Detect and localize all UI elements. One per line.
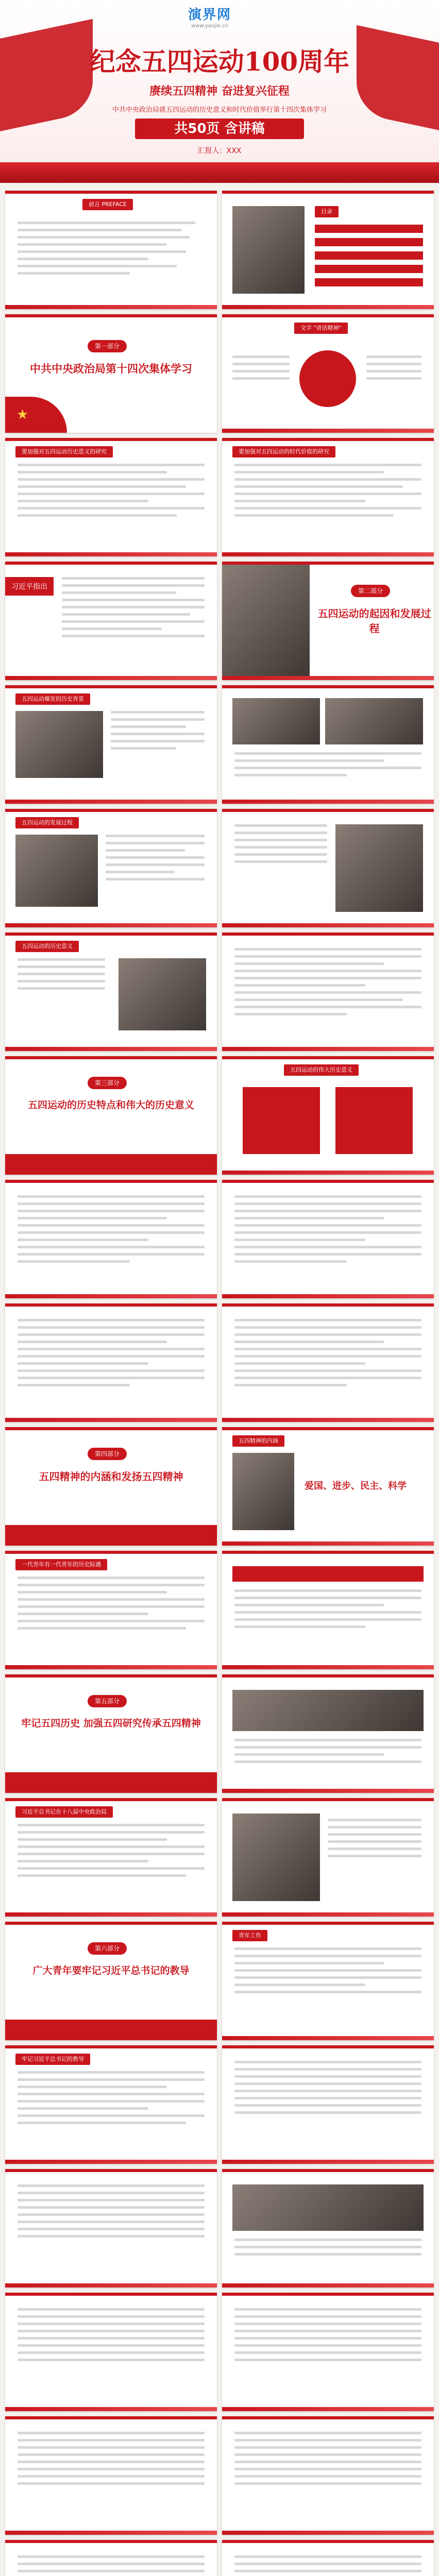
slide-content-n [5, 2540, 217, 2576]
cover-slide [0, 0, 439, 183]
part-title: 中共中央政治局第十四次集体学习 [30, 362, 192, 375]
slide-teaching [5, 2045, 217, 2164]
slide-speech [222, 314, 434, 433]
slide-xi-points [5, 562, 217, 680]
slide-content-h [5, 2169, 217, 2287]
slide-youth-work [222, 1922, 434, 2040]
part-label: 第二部分 [351, 585, 390, 597]
slide-heading: 五四运动的历史意义 [15, 941, 79, 952]
site-logo[interactable]: 演界网 www.yanjie.cn [188, 7, 232, 29]
part-label: 第一部分 [88, 340, 127, 352]
part-title: 五四精神的内涵和发扬五四精神 [39, 1470, 183, 1483]
slide-content-i [222, 2169, 434, 2287]
slide-heading: 前言 PREFACE [82, 199, 133, 210]
slide-preface [5, 191, 217, 309]
slide-politburo [5, 1798, 217, 1917]
slide-content-j [5, 2293, 217, 2411]
part-label: 第四部分 [88, 1448, 127, 1460]
slide-heading: 青年工作 [232, 1930, 267, 1941]
slide-youth-2 [222, 1551, 434, 1669]
pages-badge: 共50页 含讲稿 [135, 118, 304, 139]
great-wall-decoration [0, 162, 439, 183]
slide-significance-2 [222, 933, 434, 1051]
slide-photos [222, 685, 434, 804]
slide-heading: 牢记习近平总书记的教导 [15, 2054, 90, 2065]
part-title: 广大青年要牢记习近平总书记的教导 [32, 1965, 190, 1976]
part-title: 五四运动的历史特点和伟大的历史意义 [27, 1099, 194, 1111]
slide-research-history [5, 438, 217, 556]
slide-great-significance [222, 1056, 434, 1175]
slide-heading: 目录 [315, 206, 339, 217]
slide-part1 [5, 314, 217, 433]
slide-part4 [5, 1427, 217, 1546]
slide-heading: 要加强对五四运动的时代价值的研究 [232, 446, 335, 457]
slide-research-value [222, 438, 434, 556]
spirit-words: 爱国、进步、民主、科学 [305, 1481, 407, 1492]
slide-heading: 五四运动爆发的历史背景 [15, 693, 90, 705]
slide-part3 [5, 1056, 217, 1175]
slide-content-o [222, 2540, 434, 2576]
slide-content-b [222, 1180, 434, 1298]
slide-part2 [222, 562, 434, 680]
slide-spirit-meaning [222, 1427, 434, 1546]
slide-content-a [5, 1180, 217, 1298]
slide-content-l [5, 2416, 217, 2535]
slide-content-c [5, 1303, 217, 1422]
part-title: 牢记五四历史 加强五四研究传承五四精神 [21, 1718, 201, 1729]
side-label: 习近平指出 [5, 577, 54, 596]
star-icon: ★ [16, 407, 29, 422]
slide-significance [5, 933, 217, 1051]
slide-heading: 习近平总书记在十八届中央政治局 [15, 1806, 113, 1818]
slide-part5 [5, 1674, 217, 1793]
cover-description: 中共中央政治局就五四运动的历史意义和时代价值举行第十四次集体学习 [112, 106, 327, 114]
part-label: 第三部分 [88, 1077, 127, 1089]
slide-process [5, 809, 217, 927]
photo-placeholder [232, 206, 305, 294]
slide-heading: 五四运动的发展过程 [15, 817, 79, 828]
cover-reporter: 汇报人：XXX [197, 147, 242, 155]
cover-title: 纪念五四运动100周年 [89, 46, 350, 77]
part-label: 第五部分 [88, 1695, 127, 1707]
slide-heading: 文字 "讲话精神" [294, 323, 348, 334]
part-title: 五四运动的起因和发展过程 [317, 607, 431, 635]
slide-process-detail [222, 809, 434, 927]
slide-content-f [222, 1798, 434, 1917]
slide-content-m [222, 2416, 434, 2535]
slide-content-d [222, 1303, 434, 1422]
slide-content-g [222, 2045, 434, 2164]
slide-content-k [222, 2293, 434, 2411]
slide-heading: 要加强对五四运动历史意义的研究 [15, 446, 113, 457]
slide-heading: 一代青年有一代青年的历史际遇 [15, 1559, 107, 1570]
slide-background [5, 685, 217, 804]
slide-contents [222, 191, 434, 309]
slide-youth [5, 1551, 217, 1669]
cover-subtitle: 赓续五四精神 奋进复兴征程 [149, 85, 290, 98]
part-label: 第六部分 [88, 1942, 127, 1955]
slide-part6 [5, 1922, 217, 2040]
slide-content-e [222, 1674, 434, 1793]
slide-heading: 五四精神的内涵 [232, 1435, 284, 1447]
slide-heading: 五四运动的伟大历史意义 [284, 1064, 359, 1076]
